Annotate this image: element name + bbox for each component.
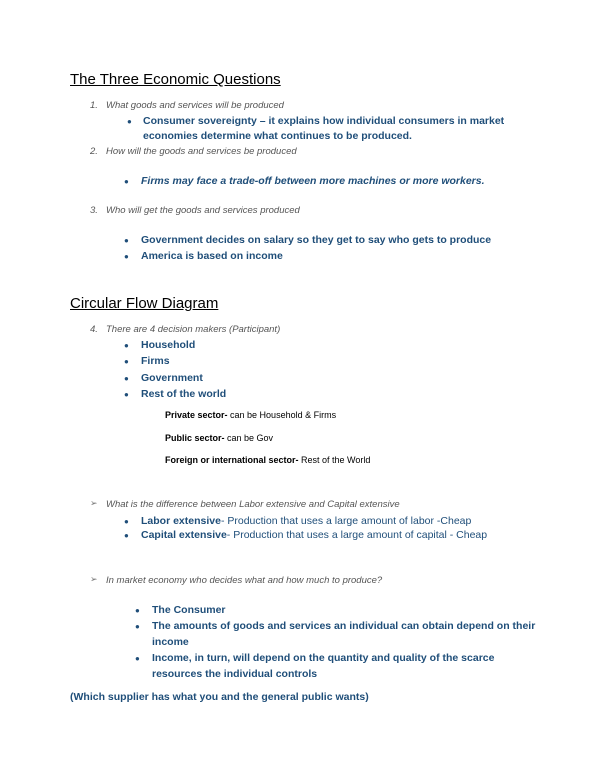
arrow-icon: ➢ (90, 574, 98, 584)
bullet-icon: ● (135, 622, 140, 631)
question-3: Who will get the goods and services produced (106, 205, 300, 216)
question-4-number: 4. (90, 324, 98, 335)
question-4: There are 4 decision makers (Participant) (106, 324, 281, 335)
question-1: What goods and services will be produced (106, 100, 284, 111)
bullet-icon: ● (124, 236, 129, 245)
arrow-icon: ➢ (90, 498, 98, 508)
closing-note: (Which supplier has what you and the general public wants) (70, 691, 369, 703)
market-item-2-line2: income (152, 636, 189, 648)
maker-rest-of-world: Rest of the world (141, 388, 227, 400)
sector-private: Private sector- can be Household & Firms (165, 410, 337, 420)
maker-government: Government (141, 372, 203, 384)
heading-circular-flow: Circular Flow Diagram (70, 295, 219, 312)
sector-public: Public sector- can be Gov (165, 433, 274, 443)
q1-bullet-line2: economies determine what continues to be produced. (143, 130, 412, 142)
market-item-3-line2: resources the individual controls (152, 668, 318, 680)
labor-extensive: Labor extensive- Production that uses a large amount of labor -Cheap (141, 515, 472, 527)
bullet-icon: ● (135, 606, 140, 615)
bullet-icon: ● (124, 390, 129, 399)
market-question: In market economy who decides what and how much to produce? (106, 575, 383, 586)
question-2-number: 2. (90, 146, 98, 157)
bullet-icon: ● (124, 531, 129, 540)
q3-bullet-1: Government decides on salary so they get to say who gets to produce (141, 234, 492, 246)
bullet-icon: ● (124, 177, 129, 186)
q3-bullet-2: America is based on income (141, 250, 283, 262)
question-2: How will the goods and services be produced (106, 146, 297, 157)
question-1-number: 1. (90, 100, 98, 111)
bullet-icon: ● (124, 517, 129, 526)
maker-firms: Firms (141, 355, 170, 367)
maker-household: Household (141, 339, 196, 351)
capital-extensive: Capital extensive- Production that uses a large amount of capital - Cheap (141, 529, 488, 541)
market-item-consumer: The Consumer (152, 604, 226, 616)
heading-three-questions: The Three Economic Questions (70, 71, 281, 88)
q1-bullet-line1: Consumer sovereignty – it explains how individual consumers in market (143, 115, 505, 127)
bullet-icon: ● (124, 374, 129, 383)
market-item-2-line1: The amounts of goods and services an individual can obtain depend on their (152, 620, 536, 632)
bullet-icon: ● (135, 654, 140, 663)
bullet-icon: ● (127, 117, 132, 126)
q2-bullet: Firms may face a trade-off between more machines or more workers. (141, 175, 485, 187)
question-3-number: 3. (90, 205, 98, 216)
market-item-3-line1: Income, in turn, will depend on the quantity and quality of the scarce (152, 652, 495, 664)
labor-question: What is the difference between Labor extensive and Capital extensive (106, 499, 400, 510)
sector-foreign: Foreign or international sector- Rest of the World (165, 455, 371, 465)
bullet-icon: ● (124, 357, 129, 366)
bullet-icon: ● (124, 341, 129, 350)
bullet-icon: ● (124, 252, 129, 261)
